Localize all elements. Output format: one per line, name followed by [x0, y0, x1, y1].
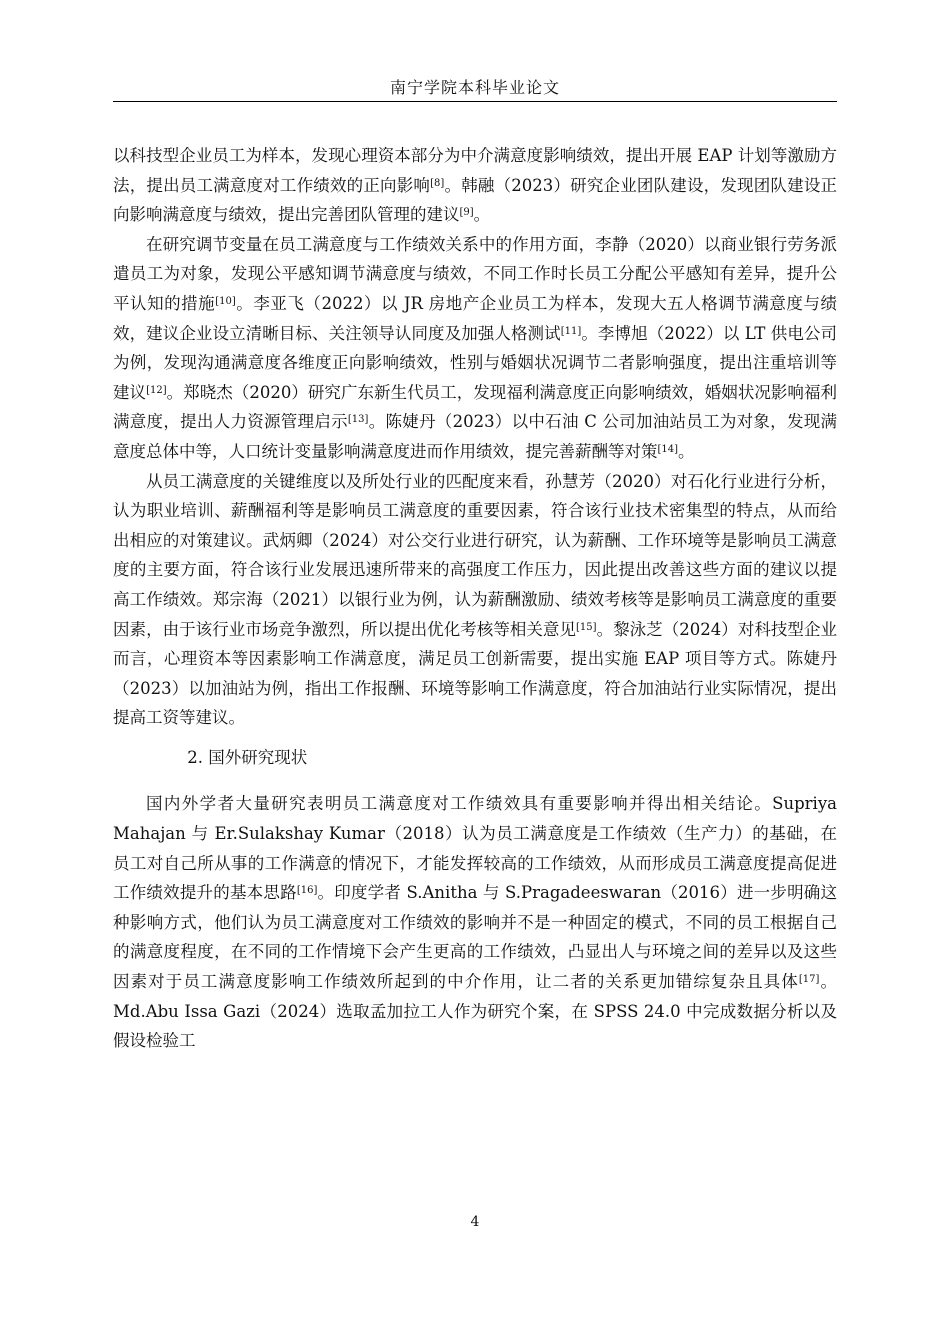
- text-run: 。印度学者 S.Anitha 与 S.Pragadeeswaran（2016）进一步明确这种影响方式，他们认为员工满意度对工作绩效的影响并不是一种固定的模式，不同的员工根据自己的满意度程度，在不同的工作情境下会产生更高的工作绩效，凸显出人与环境之间的差异以及这些因素对于员工满意度影响工作绩效所起到的中介作用，让二者的关系更加错综复杂且具体: [113, 883, 837, 992]
- text-run: 。郑晓杰（2020）研究广东新生代员工，发现福利满意度正向影响绩效，婚姻状况影响福利满意度，提出人力资源管理启示: [113, 382, 837, 432]
- running-header: 南宁学院本科毕业论文: [389, 78, 560, 97]
- citation: [16]: [296, 885, 318, 897]
- citation: [8]: [430, 177, 445, 189]
- citation: [12]: [146, 384, 167, 396]
- text-run: 国内外学者大量研究表明员工满意度对工作绩效具有重要影响并得出相关结论。Supriya Mahajan 与 Er.Sulakshay Kumar（2018）认为员工满意度是工作绩效（生产力）的基础，在员工对自己所从事的工作满意的情况下，才能发挥较高的工作绩效，从而形成员工满意度提高促进工作绩效提升的基本思路: [113, 794, 837, 903]
- text-run: 以科技型企业员工为样本，发现心理资本部分为中介满意度影响绩效，提出开展 EAP 计划等激励方法，提出员工满意度对工作绩效的正向影响: [113, 146, 837, 195]
- citation: [14]: [657, 443, 679, 455]
- text-run: 。韩融（2023）研究企业团队建设，发现团队建设正向影响满意度与绩效，提出完善团队管理的建议: [113, 175, 838, 225]
- paragraph-4: [113, 789, 837, 1055]
- text-run: 从员工满意度的关键维度以及所处行业的匹配度来看，孙慧芳（2020）对石化行业进行分析，认为职业培训、薪酬福利等是影响员工满意度的重要因素，符合该行业技术密集型的特点，从而给出相应的对策建议。武炳卿（2024）对公交行业进行研究，认为薪酬、工作环境等是影响员工满意度的主要方面，符合该行业发展迅速所带来的高强度工作压力，因此提出改善这些方面的建议以提高工作绩效。郑宗海（2021）以银行业为例，认为薪酬激励、绩效考核等是影响员工满意度的重要因素，由于该行业市场竞争激烈，所以提出优化考核等相关意见: [113, 471, 837, 639]
- paragraph-2: [113, 230, 837, 467]
- text-run: 。Md.Abu Issa Gazi（2024）选取孟加拉工人作为研究个案，在 SPSS 24.0 中完成数据分析以及假设检验工: [113, 972, 838, 1051]
- text-run: 。李亚飞（2022）以 JR 房地产企业员工为样本，发现大五人格调节满意度与绩效，建议企业设立清晰目标、关注领导认同度及加强人格测试: [113, 293, 837, 343]
- paragraph-3: [113, 467, 837, 733]
- text-run: 。: [678, 441, 695, 461]
- text-run: 。李博旭（2022）以 LT 供电公司为例，发现沟通满意度各维度正向影响绩效，性别与婚姻状况调节二者影响强度，提出注重培训等建议: [113, 323, 837, 402]
- citation: [13]: [347, 414, 369, 426]
- page-number: 4: [470, 1214, 480, 1230]
- citation: [17]: [798, 974, 820, 986]
- text-run: 在研究调节变量在员工满意度与工作绩效关系中的作用方面，李静（2020）以商业银行劳务派遣员工为对象，发现公平感知调节满意度与绩效，不同工作时长员工分配公平感知有差异，提升公平认知的措施: [113, 234, 837, 313]
- section-heading: 2. 国外研究现状: [187, 747, 308, 767]
- citation: [11]: [560, 325, 582, 337]
- citation: [10]: [215, 295, 236, 307]
- text-run: 。陈婕丹（2023）以中石油 C 公司加油站员工为对象，发现满意度总体中等，人口统计变量影响满意度进而作用绩效，提完善薪酬等对策: [113, 412, 838, 461]
- citation: [15]: [576, 621, 597, 633]
- body-text: [113, 141, 837, 1056]
- paragraph-1: [113, 141, 837, 230]
- header-rule: [113, 101, 837, 102]
- text-run: 。: [473, 205, 491, 225]
- citation: [9]: [459, 207, 474, 219]
- text-run: 。黎泳芝（2024）对科技型企业而言，心理资本等因素影响工作满意度，满足员工创新需要，提出实施 EAP 项目等方式。陈婕丹（2023）以加油站为例，指出工作报酬、环境等影响工作满意度，符合加油站行业实际情况，提出提高工资等建议。: [113, 619, 838, 728]
